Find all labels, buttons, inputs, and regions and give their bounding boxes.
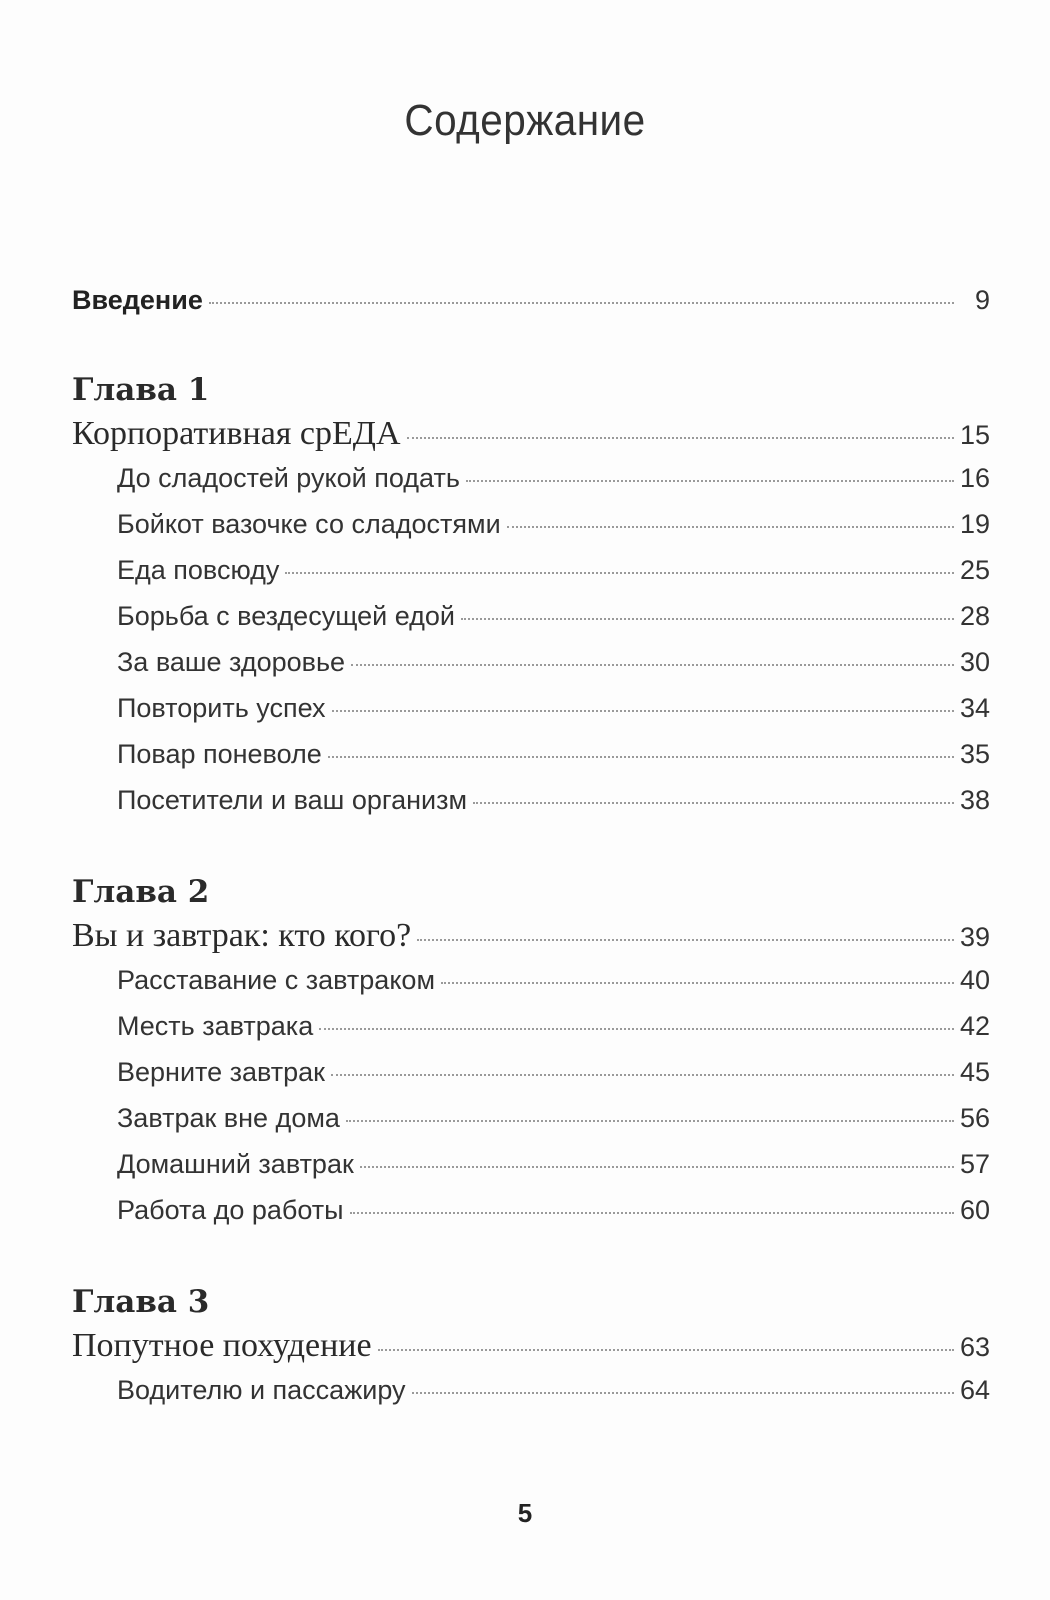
dot-leader	[360, 1166, 954, 1168]
dot-leader	[346, 1120, 954, 1122]
spacer	[72, 831, 990, 867]
dot-leader	[351, 664, 954, 666]
toc-entry-label: Месть завтрака	[117, 1011, 314, 1041]
dot-leader	[473, 802, 954, 804]
dot-leader	[507, 526, 954, 528]
chapter-heading: Глава 2	[72, 874, 210, 910]
toc-page-number: 35	[959, 739, 990, 769]
dot-leader	[332, 710, 954, 712]
toc-page-number: 30	[959, 647, 990, 677]
toc-entry-label: Работа до работы	[117, 1195, 344, 1225]
toc-entry-label: Бойкот вазочке со сладостями	[117, 509, 501, 539]
toc-page-number: 39	[959, 922, 990, 952]
chapter-heading: Глава 3	[72, 1284, 210, 1320]
dot-leader	[461, 618, 954, 620]
page-number-footer: 5	[517, 1498, 533, 1528]
toc-page-number: 28	[959, 601, 990, 631]
toc-page-number: 34	[959, 693, 990, 723]
toc-entry-label: Домашний завтрак	[117, 1149, 354, 1179]
toc-entry-label: Расставание с завтраком	[117, 965, 436, 995]
toc-page-number: 40	[959, 965, 990, 995]
toc-page-number: 19	[959, 509, 990, 539]
toc-entry-section	[72, 647, 990, 693]
toc-page-number: 64	[959, 1375, 990, 1405]
toc-entry-label: Посетители и ваш организм	[117, 785, 468, 815]
toc-entry-chapter-title	[72, 1327, 990, 1375]
toc-page-number: 42	[959, 1011, 990, 1041]
toc-entry-label: Повар поневоле	[117, 739, 322, 769]
toc-entry-section	[72, 1103, 990, 1149]
toc-entry-label: Верните завтрак	[117, 1057, 325, 1087]
toc-page-number: 60	[959, 1195, 990, 1225]
toc-entry-label: За ваше здоровье	[117, 647, 346, 677]
dot-leader	[441, 982, 954, 984]
toc-page-number: 16	[959, 463, 990, 493]
toc-entry-section	[72, 509, 990, 555]
toc-entry-section	[72, 693, 990, 739]
toc-entry-chapter-title	[72, 917, 990, 965]
toc-entry-section	[72, 785, 990, 831]
toc-page-number: 56	[959, 1103, 990, 1133]
toc-page-number: 25	[959, 555, 990, 585]
dot-leader	[209, 302, 954, 304]
toc-entry-label: Еда повсюду	[117, 555, 280, 585]
toc-entry-label: Введение	[72, 285, 203, 315]
toc-entry-label: Попутное похудение	[72, 1327, 372, 1364]
toc-page-number: 38	[959, 785, 990, 815]
toc-entry-intro	[72, 285, 990, 331]
toc-entry-section	[72, 1195, 990, 1241]
toc-entry-section	[72, 965, 990, 1011]
toc-entry-label: Борьба с вездесущей едой	[117, 601, 455, 631]
page-title: Содержание	[404, 96, 646, 145]
toc-entry-section	[72, 555, 990, 601]
toc-entry-label: Завтрак вне дома	[117, 1103, 340, 1133]
toc-page-number: 57	[959, 1149, 990, 1179]
dot-leader	[407, 437, 954, 439]
table-of-contents	[72, 285, 990, 1421]
dot-leader	[350, 1212, 954, 1214]
toc-entry-section	[72, 1375, 990, 1421]
toc-entry-section	[72, 463, 990, 509]
toc-page-number: 63	[959, 1332, 990, 1362]
dot-leader	[285, 572, 954, 574]
dot-leader	[378, 1349, 954, 1351]
dot-leader	[417, 939, 954, 941]
dot-leader	[466, 480, 954, 482]
toc-entry-label: Корпоративная срЕДА	[72, 415, 401, 452]
toc-entry-label: Водителю и пассажиру	[117, 1375, 406, 1405]
toc-entry-section	[72, 1057, 990, 1103]
dot-leader	[328, 756, 954, 758]
toc-entry-label: Вы и завтрак: кто кого?	[72, 917, 412, 954]
toc-page-number: 15	[959, 420, 990, 450]
chapter-heading: Глава 1	[72, 372, 210, 408]
dot-leader	[319, 1028, 954, 1030]
toc-entry-chapter-title	[72, 415, 990, 463]
toc-entry-label: Повторить успех	[117, 693, 326, 723]
toc-entry-section	[72, 1011, 990, 1057]
toc-entry-section	[72, 1149, 990, 1195]
toc-entry-label: До сладостей рукой подать	[117, 463, 460, 493]
toc-entry-section	[72, 601, 990, 647]
dot-leader	[412, 1392, 954, 1394]
toc-entry-section	[72, 739, 990, 785]
toc-page-number: 9	[974, 285, 990, 315]
dot-leader	[331, 1074, 954, 1076]
toc-page-number: 45	[959, 1057, 990, 1087]
spacer	[72, 1241, 990, 1277]
